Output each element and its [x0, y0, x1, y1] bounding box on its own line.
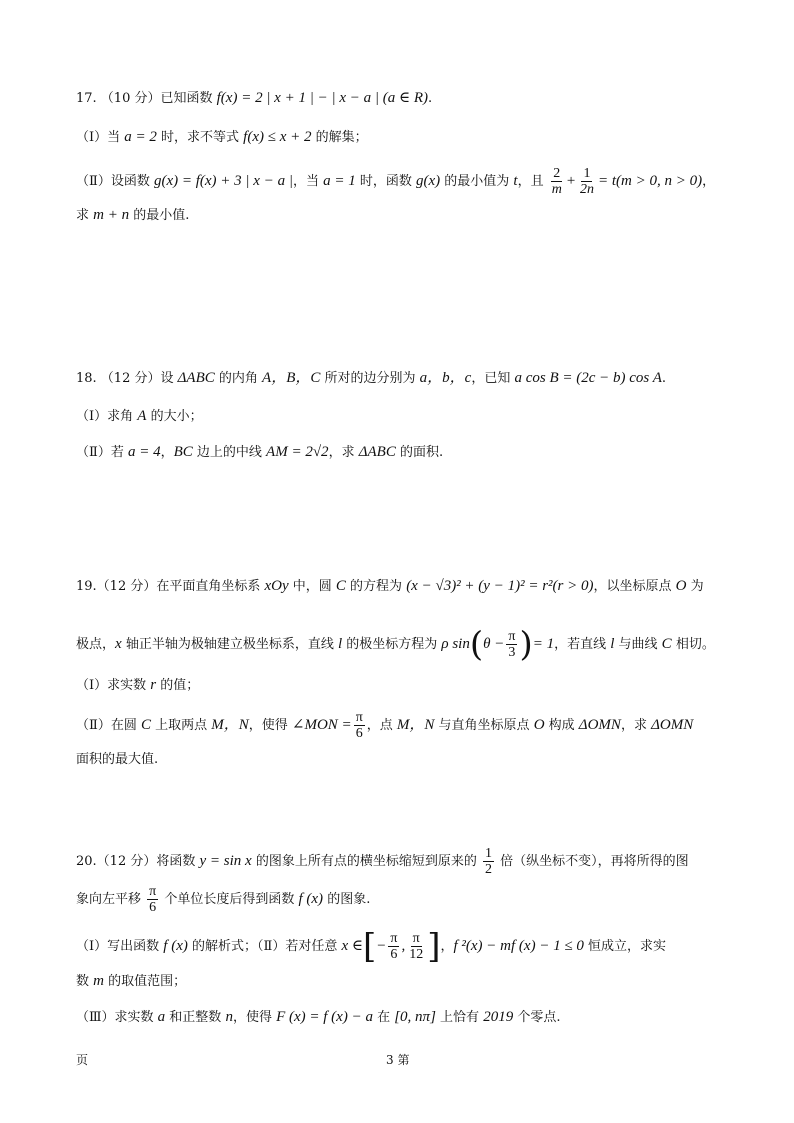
footer-page-number: 3 第 — [386, 1053, 410, 1067]
q20-line-3: （Ⅰ）写出函数 f (x) 的解析式；（Ⅱ）若对任意 x ∈[− $\frac{\pi}{6}$ , $\frac{\pi}{12}$ ]，f ²(x) − mf (x) − 1 ≤ 0 恒成立，求实 — [76, 926, 667, 967]
q19-line-2: 极点，x 轴正半轴为极轴建立极坐标系，直线 l 的极坐标方程为 ρ sin(θ − $\frac{\pi}{3}$ )= 1，若直线 l 与曲线 C 相切。 — [76, 624, 715, 665]
paren-close: ) — [519, 624, 533, 665]
fraction-pi-over-3: $\frac{\pi}{3}$ — [508, 629, 516, 660]
fraction-1-over-2n: $\frac{1}{2n}$ — [579, 166, 594, 197]
fraction-1-over-2: $\frac{1}{2}$ — [484, 846, 492, 877]
q20-line-1: 20.（12 分）将函数 y = sin x 的图象上所有点的横坐标缩短到原来的 $\frac{1}{2}$ 倍（纵坐标不变），再将所得的图 — [76, 846, 689, 877]
q20-line-5: （Ⅲ）求实数 a 和正整数 n，使得 F (x) = f (x) − a 在 [0, nπ] 上恰有 2019 个零点. — [76, 1009, 561, 1025]
q17-line-1: 17. （10 分）已知函数 f(x) = 2 | x + 1 | − | x − a | (a ∈ R). — [76, 90, 433, 106]
bracket-open: [ — [362, 926, 377, 967]
fraction-pi-over-6: $\frac{\pi}{6}$ — [149, 884, 157, 915]
q19-line-4: （Ⅱ）在圆 C 上取两点 M，N，使得 ∠MON = $\frac{\pi}{6}$ ，点 M，N 与直角坐标原点 O 构成 ΔOMN，求 ΔOMN — [76, 710, 694, 741]
circle-equation: (x − √3)² + (y − 1)² = r²(r > 0) — [406, 578, 594, 594]
minus-sign: − — [376, 938, 387, 954]
fraction-2-over-m: $\frac{2}{m}$ — [551, 166, 562, 197]
q20-line-2: 象向左平移 $\frac{\pi}{6}$ 个单位长度后得到函数 f (x) 的图象. — [76, 884, 371, 915]
q20-line-4: 数 m 的取值范围； — [76, 973, 187, 989]
q19-line-1: 19.（12 分）在平面直角坐标系 xOy 中，圆 C 的方程为 (x − √3)² + (y − 1)² = r²(r > 0)，以坐标原点 O 为 — [76, 578, 704, 594]
q17-line-4: 求 m + n 的最小值. — [76, 207, 190, 223]
q18-line-2: （Ⅰ）求角 A 的大小； — [76, 408, 203, 424]
footer-left: 页 — [76, 1053, 89, 1067]
q19-line-5: 面积的最大值. — [76, 752, 159, 767]
q17-function-def: f(x) = 2 | x + 1 | − | x − a | (a ∈ R) — [216, 90, 428, 106]
q17-line-2: （Ⅰ）当 a = 2 时，求不等式 f(x) ≤ x + 2 的解集； — [76, 129, 368, 145]
bracket-close: ] — [427, 926, 441, 967]
q18-line-3: （Ⅱ）若 a = 4，BC 边上的中线 AM = 2√2，求 ΔABC 的面积. — [76, 444, 444, 460]
q17-line-3: （Ⅱ）设函数 g(x) = f(x) + 3 | x − a |，当 a = 1 时，函数 g(x) 的最小值为 t，且 $\frac{2}{m}$ + $\frac{1}{2n}$ = t(m > 0, n > 0)， — [76, 166, 716, 197]
q17-intro: 17. （10 分）已知函数 — [76, 91, 217, 106]
fraction-pi-over-12: $\frac{\pi}{12}$ — [409, 931, 424, 962]
fraction-pi-over-6: $\frac{\pi}{6}$ — [390, 931, 398, 962]
fraction-pi-over-6: $\frac{\pi}{6}$ — [355, 710, 363, 741]
paren-open: ( — [469, 624, 484, 665]
q19-line-3: （Ⅰ）求实数 r 的值； — [76, 677, 200, 693]
q18-line-1: 18. （12 分）设 ΔABC 的内角 A，B，C 所对的边分别为 a，b，c，已知 a cos B = (2c − b) cos A. — [76, 370, 667, 386]
